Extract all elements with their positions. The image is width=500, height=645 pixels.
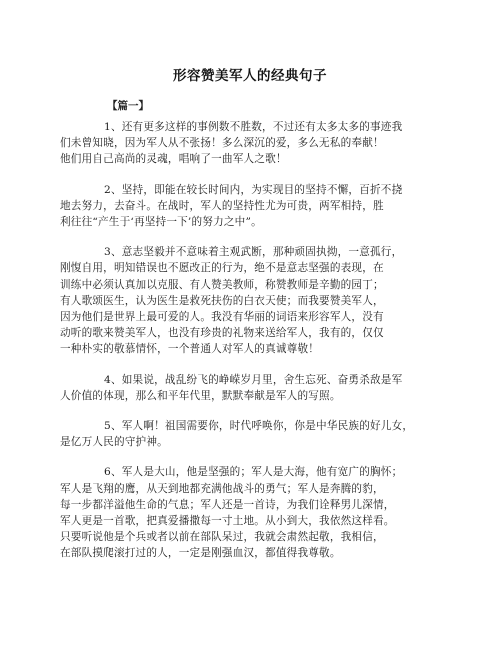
document-title: 形容赞美军人的经典句子 <box>173 68 327 84</box>
document-body <box>60 119 440 576</box>
paragraph-line: 军人更是一首歌，把真爱播撒每一寸土地。从小到大，我依然这样看。 <box>60 515 395 528</box>
paragraph-line: 4、如果说，战乱纷飞的峥嵘岁月里，舍生忘死、奋勇杀敌是军 <box>104 373 403 386</box>
paragraph-line: 他们用自己高尚的灵魂，唱响了一曲军人之歌！ <box>60 153 287 166</box>
paragraph-line: 刚愎自用，明知错误也不愿改正的行为，绝不是意志坚强的表现，在 <box>60 262 384 275</box>
paragraph-line: 5、军人啊！祖国需要你，时代呼唤你，你是中华民族的好儿女， <box>104 420 414 433</box>
paragraph-line: 利往往“产生于‘再坚持一下’的努力之中”。 <box>60 216 262 229</box>
paragraph-line: 1、还有更多这样的事例数不胜数，不过还有太多太多的事迹我 <box>104 121 403 133</box>
section-label: 【篇一】 <box>107 100 149 112</box>
paragraph-line: 一种朴实的敬慕情怀，一个普通人对军人的真诚尊敬！ <box>60 343 320 356</box>
paragraph-line: 是亿万人民的守护神。 <box>60 436 168 449</box>
paragraph-line: 有人歌颂医生，认为医生是救死扶伤的白衣天使；而我要赞美军人， <box>60 294 384 307</box>
paragraph-line: 只要听说他是个兵或者以前在部队呆过，我就会肃然起敬，我相信， <box>60 531 384 544</box>
paragraph-line: 人价值的体现，那么和平年代里，默默奉献是军人的写照。 <box>60 389 341 402</box>
paragraph-line: 训练中必须认真加以克服、有人赞美教师，称赞教师是辛勤的园丁； <box>60 278 384 291</box>
paragraph-line: 6、军人是大山，他是坚强的；军人是大海，他有宽广的胸怀； <box>104 466 403 479</box>
paragraph-line: 2、坚持，即能在较长时间内，为实现目的坚持不懈，百折不挠 <box>104 183 403 196</box>
paragraph-line: 地去努力，去奋斗。在战时，军人的坚持性尤为可贵，两军相持，胜 <box>60 199 384 212</box>
paragraph <box>60 119 440 168</box>
paragraph <box>60 418 440 450</box>
paragraph-line: 因为他们是世界上最可爱的人。我没有华丽的词语来形容军人，没有 <box>60 311 384 324</box>
paragraph-line: 在部队摸爬滚打过的人，一定是刚强血汉，都值得我尊敬。 <box>60 547 341 560</box>
paragraph <box>60 182 440 231</box>
paragraph-line: 3、意志坚毅并不意味着主观武断，那种顽固执拗，一意孤行， <box>104 246 403 259</box>
paragraph-line: 们未曾知晓，因为军人从不张扬！多么深沉的爱，多么无私的奉献！ <box>60 137 384 150</box>
paragraph <box>60 464 440 561</box>
paragraph <box>60 244 440 357</box>
paragraph-line: 动听的歌来赞美军人，也没有珍贵的礼物来送给军人，我有的，仅仅 <box>60 327 384 340</box>
paragraph-line: 每一步都洋溢他生命的气息；军人还是一首诗，为我们诠释男儿深情， <box>60 498 395 511</box>
paragraph <box>60 372 440 404</box>
paragraph-line: 军人是飞翔的鹰，从天到地都充满他战斗的勇气；军人是奔腾的豹， <box>60 482 384 495</box>
